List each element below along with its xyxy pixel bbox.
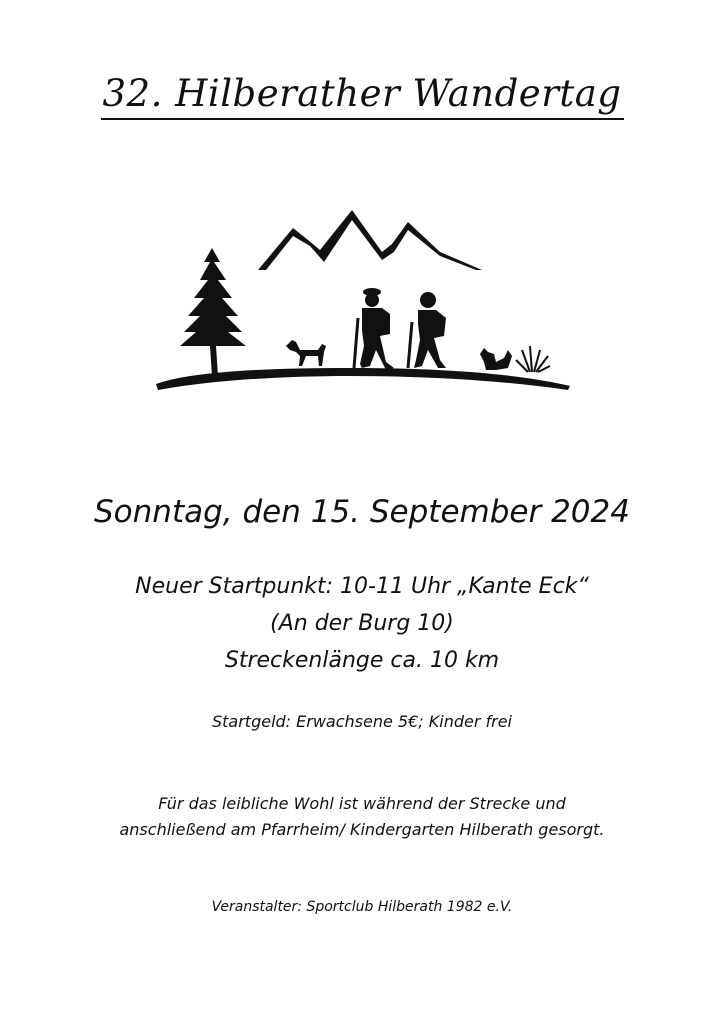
mountains-icon — [258, 210, 482, 270]
dog-icon — [286, 340, 326, 366]
entry-fee: Startgeld: Erwachsene 5€; Kinder frei — [211, 712, 512, 731]
hiking-illustration — [150, 200, 574, 400]
start-address: (An der Burg 10) — [270, 611, 454, 636]
fir-tree-icon — [180, 248, 246, 376]
shrub-icon — [516, 346, 550, 372]
organizer: Veranstalter: Sportclub Hilberath 1982 e.V. — [211, 899, 513, 915]
catering-note-line2: anschließend am Pfarrheim/ Kindergarten Hilberath gesorgt. — [119, 820, 605, 839]
flyer-title-text: 32. Hilberather Wandertag — [101, 73, 624, 120]
hiker-child-icon — [408, 292, 446, 368]
event-date: Sonntag, den 15. September 2024 — [94, 494, 630, 530]
ground-line — [156, 368, 570, 390]
start-point: Neuer Startpunkt: 10-11 Uhr „Kante Eck“ — [135, 574, 589, 599]
route-length: Streckenlänge ca. 10 km — [224, 648, 500, 673]
hiker-icon — [354, 288, 394, 370]
flyer-title — [0, 72, 724, 120]
squirrel-icon — [480, 348, 512, 370]
catering-note-line1: Für das leibliche Wohl ist während der Strecke und — [158, 794, 566, 813]
